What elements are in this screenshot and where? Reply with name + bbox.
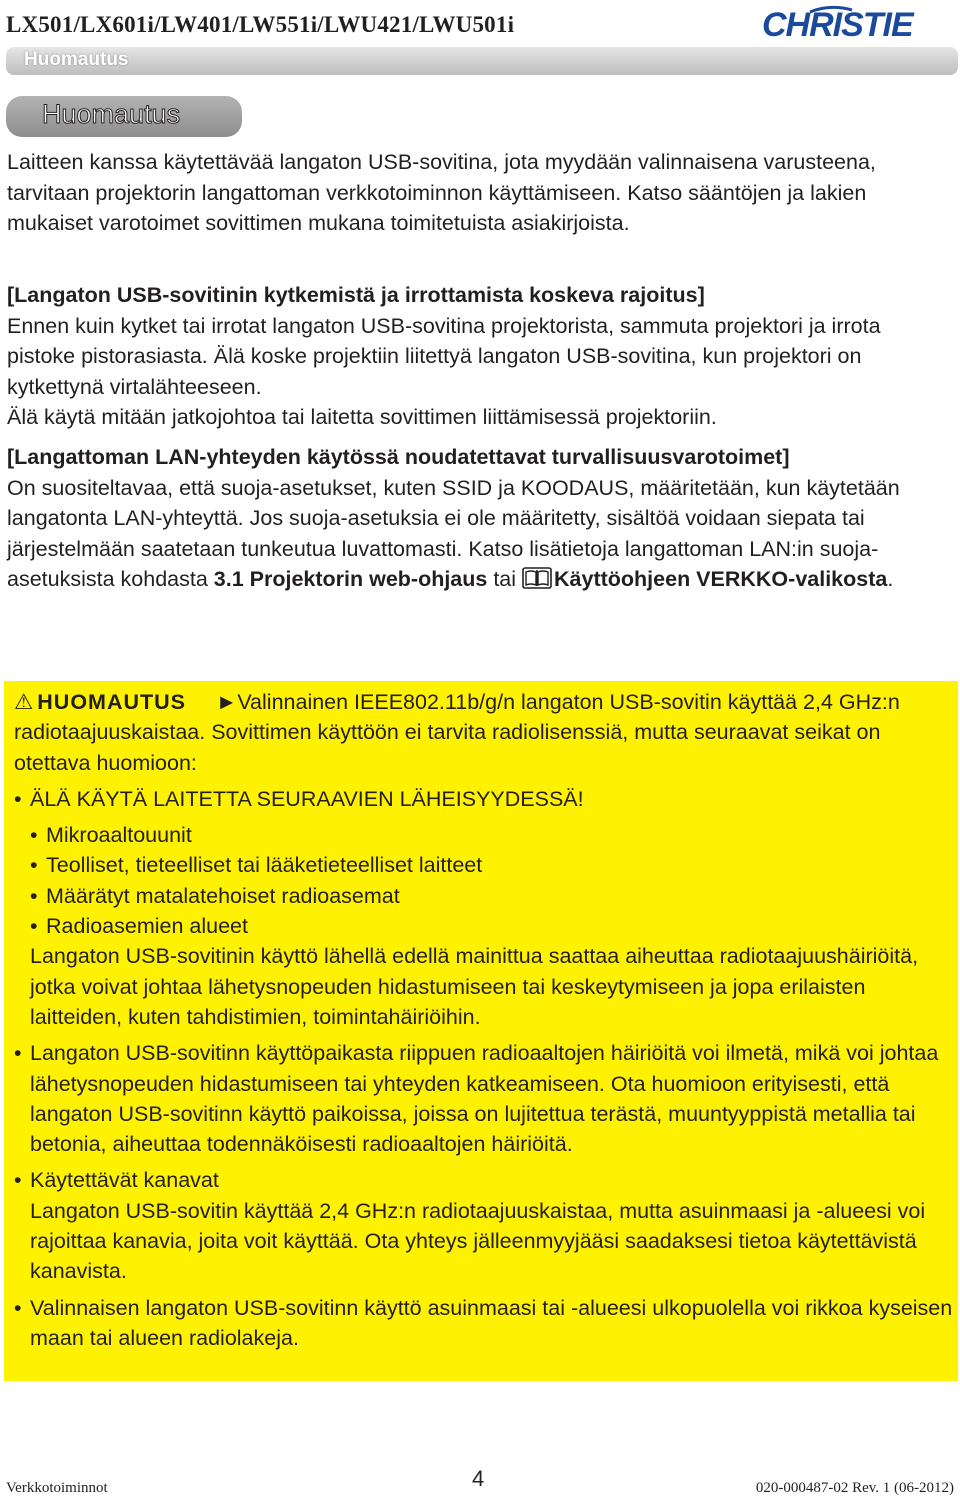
caution-lead <box>14 687 954 778</box>
caution-item-4-text: Valinnaisen langaton USB-sovitinn käyttö asuinmaasi tai -alueesi ulkopuolella voi rikkoa kyseisen maan tai alueen radiolakeja. <box>30 1295 953 1350</box>
bullet: • <box>30 883 38 908</box>
page-number: 4 <box>472 1466 485 1491</box>
web-control-reference: 3.1 Projektorin web-ohjaus <box>213 567 488 591</box>
caution-item-1 <box>14 784 954 1032</box>
sub-item-text: Radioasemien alueet <box>46 914 248 939</box>
bullet: • <box>14 1041 22 1066</box>
security-body-end: . <box>887 567 894 591</box>
caution-item-1-body: Langaton USB-sovitinin käyttö lähellä edellä mainittua saattaa aiheuttaa radiotaajuushäiriöitä, jotka voivat johtaa lähetysnopeuden hidastumiseen tai keskeytymiseen ja jopa erilaisten laitteiden, kuten tahdistimien, toimintahäiriöihin. <box>30 944 919 1029</box>
caution-title: HUOMAUTUS <box>37 690 187 714</box>
sub-item-2 <box>30 850 954 880</box>
sub-item-4 <box>30 911 954 941</box>
book-icon <box>522 567 552 589</box>
caution-item-2-text: Langaton USB-sovitinn käyttöpaikasta riippuen radioaaltojen häiriöitä voi ilmetä, mikä voi johtaa lähetysnopeuden hidastumiseen tai yhteyden katkeamiseen. Ota huomioon erityisesti, että langaton USB-sovitinn käyttö paikoissa, joissa on lujitettua terästä, muuntyyppistä metallia tai betonia, aiheuttaa todennäköisesti radioaaltojen häiriöitä. <box>30 1041 939 1157</box>
sub-item-text: Mikroaaltouunit <box>46 823 192 848</box>
bullet: • <box>30 914 38 939</box>
footer-section-name: Verkkotoiminnot <box>6 1480 108 1496</box>
bullet: • <box>14 1295 22 1320</box>
caution-lead-text: Valinnainen IEEE802.11b/g/n langaton USB-sovitin käyttää 2,4 GHz:n radiotaajuuskaistaa. Sovittimen käyttöön ei tarvita radiolisenssiä, mutta seuraavat seikat on otettava huomioon: <box>14 690 900 775</box>
section-title-pill <box>6 96 242 137</box>
bullet: • <box>30 853 38 878</box>
usb-limit-body2: Älä käytä mitään jatkojohtoa tai laitetta sovittimen liittämisessä projektoriin. <box>7 405 717 429</box>
usb-limit-heading: [Langaton USB-sovitinin kytkemistä ja irrottamista koskeva rajoitus] <box>7 283 705 307</box>
caution-item-3 <box>14 1165 954 1286</box>
sub-item-text: Teolliset, tieteelliset tai lääketieteelliset laitteet <box>46 853 483 878</box>
bullet: • <box>14 1168 22 1193</box>
bullet: • <box>14 786 22 811</box>
sub-item-3 <box>30 881 954 911</box>
sub-item-1 <box>30 820 954 850</box>
sub-item-text: Määrätyt matalatehoiset radioasemat <box>46 883 400 908</box>
caution-item-3-body: Langaton USB-sovitin käyttää 2,4 GHz:n radiotaajuuskaistaa, mutta asuinmaasi ja -alueesi voi rajoittaa kanavia, joita voit käyttää. Ota yhteys jälleenmyyjääsi saadaksesi tietoa käytettävistä kanavista. <box>30 1198 926 1284</box>
model-list: LX501/LX601i/LW401/LW551i/LWU421/LWU501i <box>6 12 515 37</box>
security-body-text: On suositeltavaa, että suoja-asetukset, kuten SSID ja KOODAUS, määritetään, kun käytetään langatonta LAN-yhteyttä. Jos suoja-asetuksia ei ole määritetty, sisältöä voidaan siepata tai järjestelmään saatetaan tunkeutua luvattomasti. Katso lisätietoja langattoman LAN:in suoja-asetuksista kohdasta <box>7 475 900 591</box>
security-section <box>7 442 952 595</box>
intro-paragraph <box>7 147 952 239</box>
caution-item-2 <box>14 1038 954 1159</box>
caution-box <box>4 681 958 1381</box>
header-bar <box>6 47 958 75</box>
warning-icon: ⚠ <box>14 690 34 714</box>
christie-logo <box>760 2 956 44</box>
security-body <box>7 473 952 595</box>
caution-item-1-title: ÄLÄ KÄYTÄ LAITETTA SEURAAVIEN LÄHEISYYDESSÄ! <box>30 786 584 811</box>
network-menu-reference: Käyttöohjeen VERKKO-valikosta <box>554 567 888 591</box>
usb-limit-section <box>7 280 952 433</box>
caution-item-3-title: Käytettävät kanavat <box>30 1168 219 1193</box>
security-heading: [Langattoman LAN-yhteyden käytössä noudatettavat turvallisuusvarotoimet] <box>7 445 790 469</box>
usb-limit-body: Ennen kuin kytket tai irrotat langaton USB-sovitina projektorista, sammuta projektori ja irrota pistoke pistorasiasta. Älä koske projektiin liitettyä langaton USB-sovitina, kun projektori on kytkettynä virtalähteeseen. <box>7 313 881 399</box>
intro-text: Laitteen kanssa käytettävää langaton USB-sovitina, jota myydään valinnaisena varusteena, tarvitaan projektorin langattoman verkkotoiminnon käyttämiseen. Katso sääntöjen ja lakien mukaiset varotoimet sovittimen mukana toimitetuista asiakirjoista. <box>7 150 876 235</box>
caution-item-4 <box>14 1293 954 1354</box>
arrow-icon: ► <box>216 690 238 714</box>
header-bar-label: Huomautus <box>24 49 129 70</box>
document-revision: 020-000487-02 Rev. 1 (06-2012) <box>755 1480 954 1496</box>
logo-text: CHRISTIE <box>762 6 913 44</box>
section-title: Huomautus <box>42 99 181 129</box>
bullet: • <box>30 823 38 848</box>
caution-content <box>14 687 954 1353</box>
reference-connector: tai <box>487 567 523 591</box>
